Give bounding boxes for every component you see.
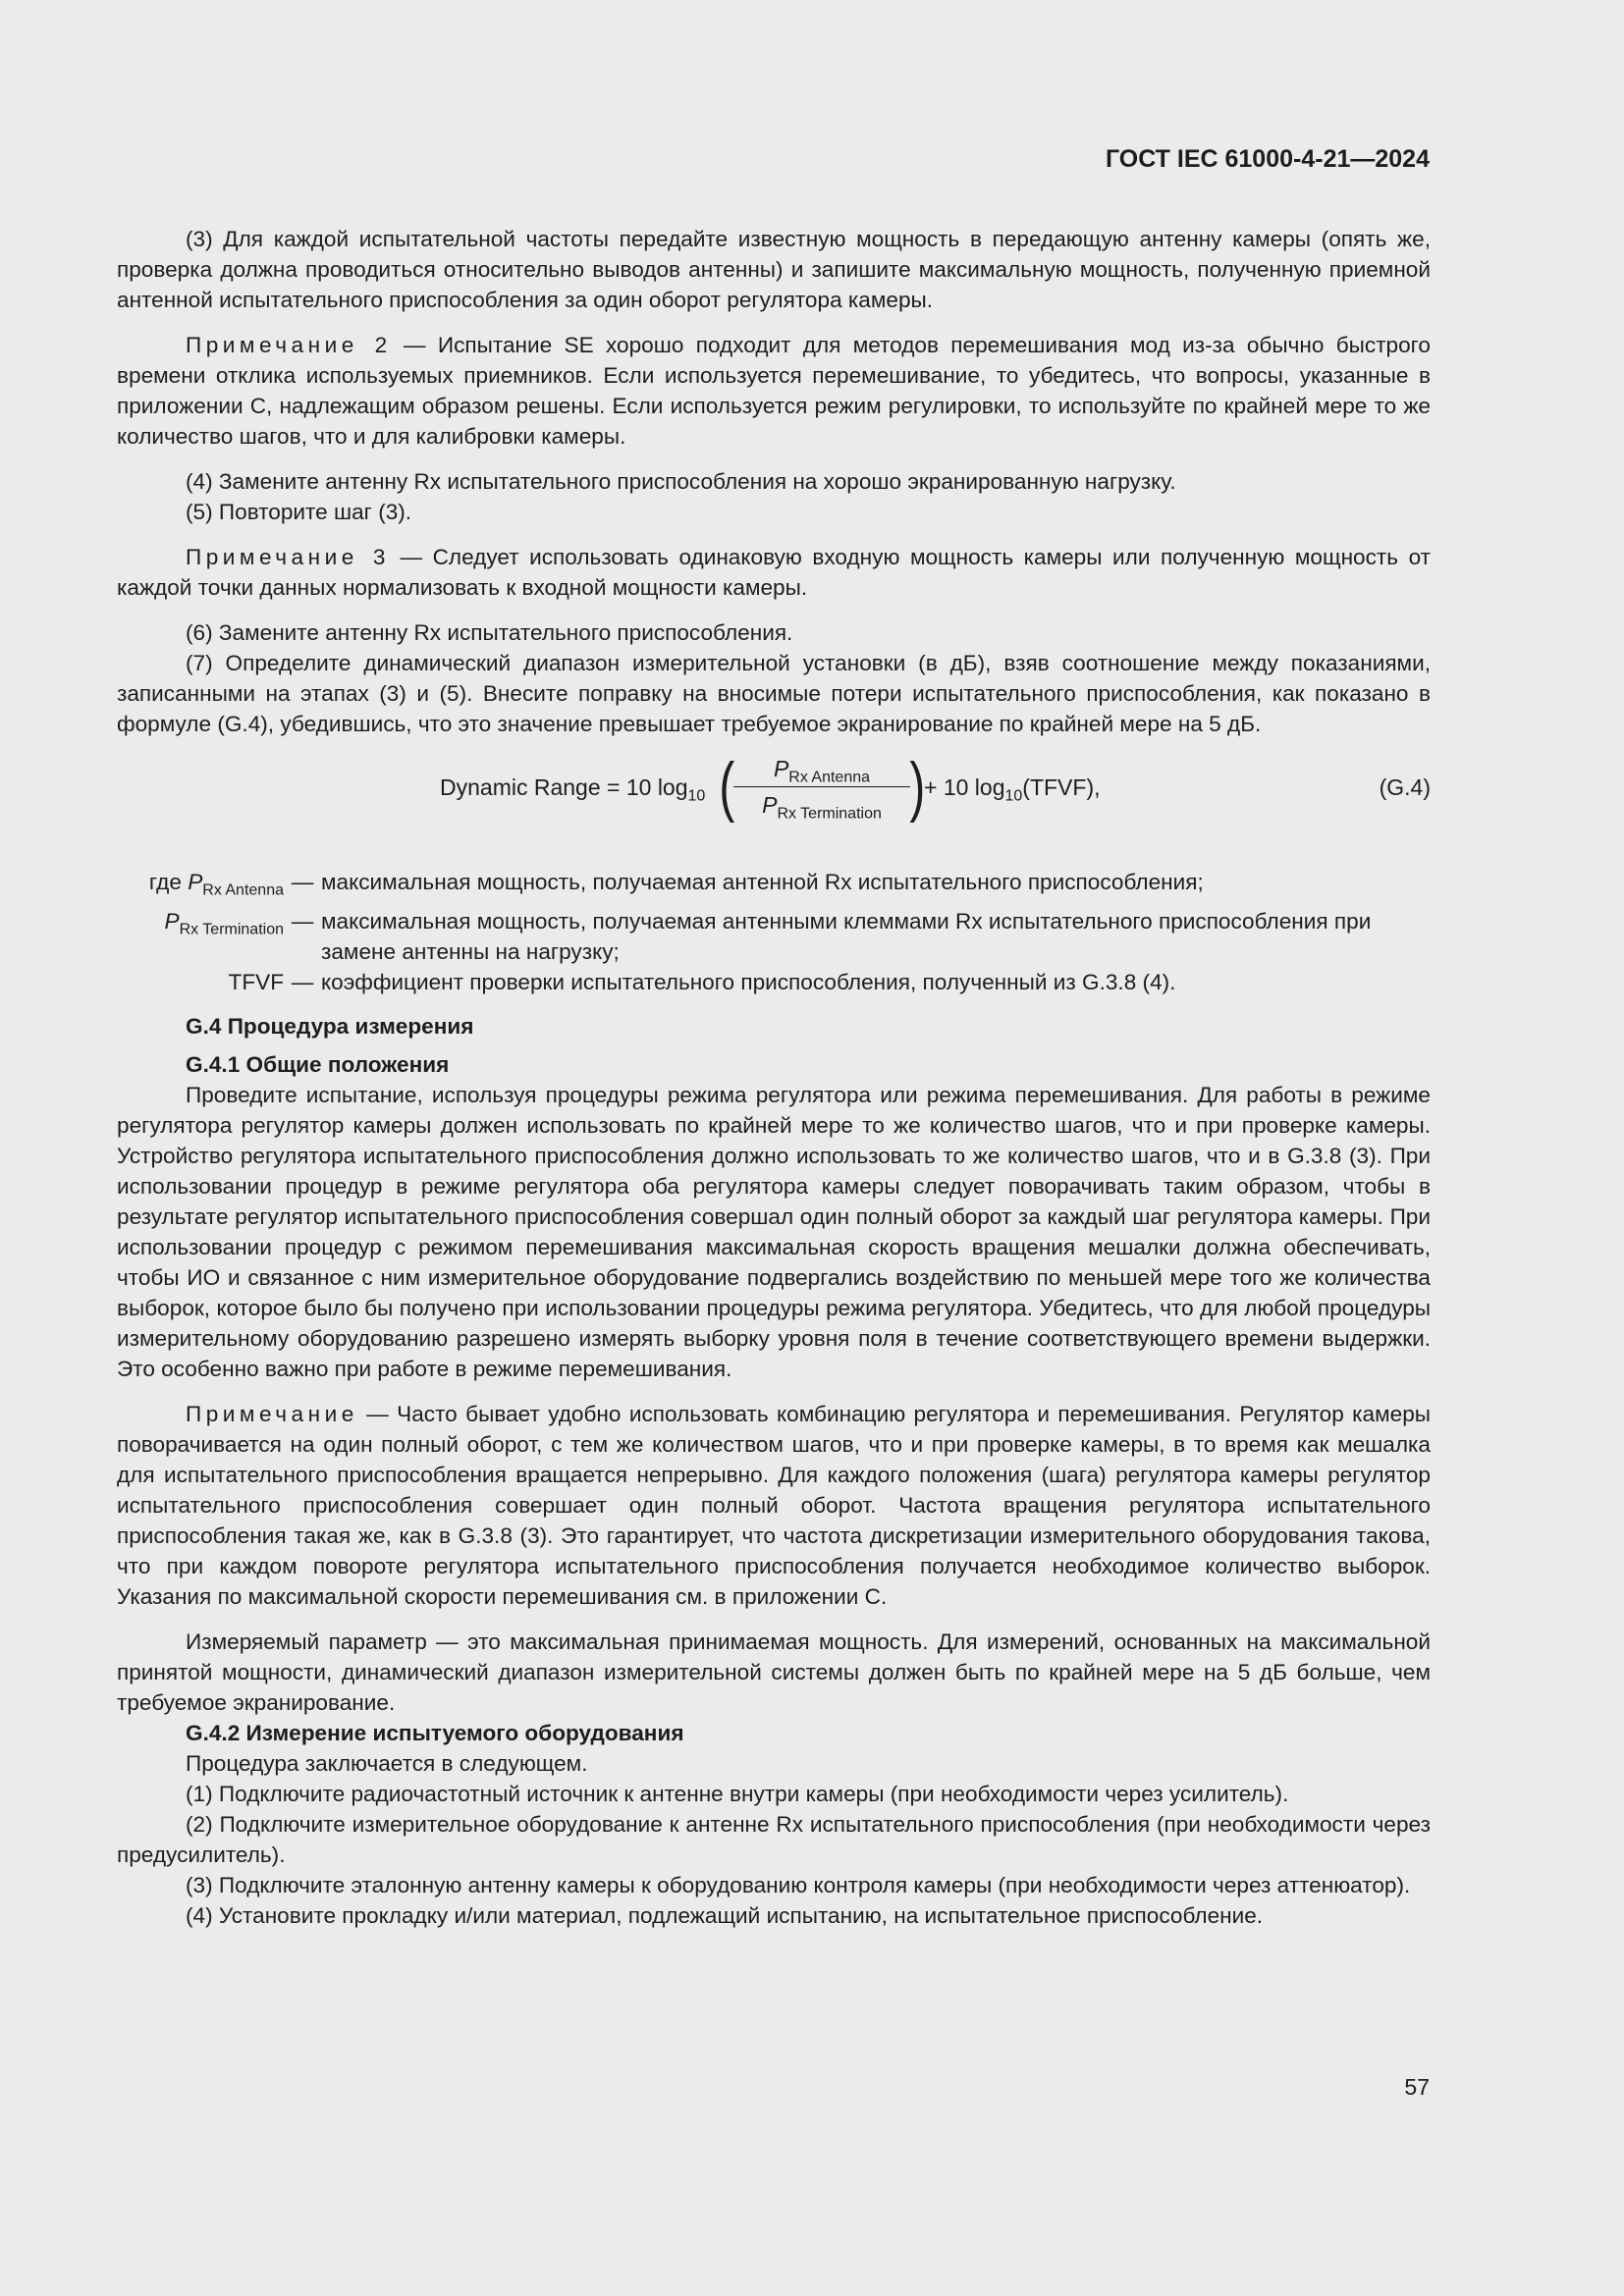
formula-lhs-label: Dynamic Range bbox=[440, 774, 601, 800]
paragraph-step-6: (6) Замените антенну Rx испытательного приспособления. bbox=[186, 620, 793, 645]
paragraph-g4-1: Проведите испытание, используя процедуры режима регулятора или режима перемешивания. Для работы в режиме регулятора регулятор камеры должен использовать по крайней мере то же количество шагов, что и при проверке камеры. Устройство регулятора испытательного приспособления должно использовать то же количество шагов, что и в G.3.8 (3). При использовании процедур в режиме регулятора оба регулятора камеры следует поворачивать таким образом, чтобы в результате регулятор испытательного приспособления совершал один полный оборот за каждый шаг регулятора камеры. При использовании процедур с режимом перемешивания максимальная скорость вращения мешалки должна обеспечивать, чтобы ИО и связанное с ним измерительное оборудование подвергались воздействию по меньшей мере того же количества выборок, которое было бы получено при использовании процедуры режима регулятора. Убедитесь, что для любой процедуры измерительному оборудованию разрешено измерять выборку уровня поля в течение соответствующего времени выдержки. Это особенно важно при работе в режиме перемешивания. bbox=[117, 1082, 1431, 1381]
note-3-label: Примечание 3 bbox=[186, 545, 390, 569]
formula-rhs: + 10 $\log_{10}(TFVF)$, bbox=[924, 774, 1101, 805]
note-2 bbox=[117, 330, 1431, 452]
formula-open-paren: ( bbox=[719, 749, 735, 824]
document-header: ГОСТ IEC 61000-4-21—2024 bbox=[1105, 145, 1430, 173]
definition-tfvf: TFVF — коэффициент проверки испытательного приспособления, полученный из G.3.8 (4). bbox=[228, 969, 1176, 994]
document-body bbox=[117, 224, 1431, 1931]
note-label: Примечание bbox=[186, 1401, 358, 1426]
formula-close-paren: ) bbox=[909, 749, 926, 824]
formula-fraction bbox=[733, 751, 910, 823]
paragraph-step-5: (5) Повторите шаг (3). bbox=[186, 500, 412, 524]
formula-numerator: $P_{Rx Antenna}$ bbox=[733, 751, 910, 787]
formula-denominator: $P_{Rx Termination}$ bbox=[762, 792, 882, 823]
heading-g4: G.4 Процедура измерения bbox=[186, 1013, 474, 1039]
paragraph-proc-step-3: (3) Подключите эталонную антенну камеры к оборудованию контроля камеры (при необходимости через аттенюатор). bbox=[186, 1872, 1411, 1897]
definition-p-rx-termination: $P_{Rx Termination}$ — максимальная мощность, получаемая антенными клеммами Rx испытательного приспособления при замене антенны на нагрузку; bbox=[164, 908, 1372, 964]
formula-eq: = 10 log bbox=[600, 774, 688, 800]
note-2-text: — Испытание SE хорошо подходит для методов перемешивания мод из-за обычно быстрого времени отклика используемых приемников. Если используется перемешивание, то убедитесь, что вопросы, указанные в приложении С, надлежащим образом решены. Если используется режим регулировки, то используйте по крайней мере то же количество шагов, что и для калибровки камеры. bbox=[117, 333, 1431, 449]
note-2-label: Примечание 2 bbox=[186, 333, 392, 357]
paragraph-step-7: (7) Определите динамический диапазон измерительной установки (в дБ), взяв соотношение между показаниями, записанными на этапах (3) и (5). Внесите поправку на вносимые потери испытательного приспособления, как показано в формуле (G.4), убедившись, что это значение превышает требуемое экранирование по крайней мере на 5 дБ. bbox=[117, 651, 1431, 736]
formula-log-base-2: 10 bbox=[1004, 787, 1023, 805]
paragraph-procedure: Процедура заключается в следующем. bbox=[186, 1750, 588, 1776]
heading-g4-2: G.4.2 Измерение испытуемого оборудования bbox=[186, 1720, 684, 1745]
note-general bbox=[117, 1399, 1431, 1612]
paragraph-measured-parameter: Измеряемый параметр — это максимальная принимаемая мощность. Для измерений, основанных на максимальной принятой мощности, динамический диапазон измерительной системы должен быть по крайней мере на 5 дБ больше, чем требуемое экранирование. bbox=[117, 1629, 1431, 1715]
heading-g4-1: G.4.1 Общие положения bbox=[186, 1051, 450, 1077]
formula-number: (G.4) bbox=[1379, 774, 1431, 800]
definition-p-rx-antenna: где $P_{Rx Antenna}$ — максимальная мощность, получаемая антенной Rx испытательного приспособления; bbox=[148, 870, 1204, 899]
paragraph-proc-step-4: (4) Установите прокладку и/или материал, подлежащий испытанию, на испытательное приспособление. bbox=[186, 1902, 1264, 1928]
formula-lhs bbox=[440, 773, 705, 812]
note-3-text: — Следует использовать одинаковую входную мощность камеры или полученную мощность от каждой точки данных нормализовать к входной мощности камеры. bbox=[117, 545, 1432, 600]
formula-g4 bbox=[117, 751, 1431, 841]
definitions bbox=[117, 867, 1431, 997]
formula-log-base: 10 bbox=[687, 787, 706, 805]
paragraph-proc-step-1: (1) Подключите радиочастотный источник к антенне внутри камеры (при необходимости через усилитель). bbox=[186, 1781, 1289, 1806]
paragraph-proc-step-2: (2) Подключите измерительное оборудование к антенне Rx испытательного приспособления (при необходимости через предусилитель). bbox=[117, 1811, 1431, 1867]
note-text: — Часто бывает удобно использовать комбинацию регулятора и перемешивания. Регулятор камеры поворачивается на один полный оборот, с тем же количеством шагов, что и при проверке камеры, в то время как мешалка для испытательного приспособления вращается непрерывно. Для каждого положения (шага) регулятора камеры регулятор испытательного приспособления совершает один полный оборот. Частота вращения регулятора испытательного приспособления такая же, как в G.3.8 (3). Это гарантирует, что частота дискретизации измерительного оборудования такова, что при каждом повороте регулятора испытательного приспособления получается необходимое количество выборок. Указания по максимальной скорости перемешивания см. в приложении С. bbox=[117, 1401, 1431, 1609]
page-number: 57 bbox=[1404, 2074, 1430, 2100]
paragraph-step-4: (4) Замените антенну Rx испытательного приспособления на хорошо экранированную нагрузку. bbox=[186, 469, 1176, 494]
note-3 bbox=[117, 542, 1431, 603]
paragraph-step-3: (3) Для каждой испытательной частоты передайте известную мощность в передающую антенну камеры (опять же, проверка должна проводиться относительно выводов антенны) и запишите максимальную мощность, полученную приемной антенной испытательного приспособления за один оборот регулятора камеры. bbox=[117, 227, 1431, 312]
